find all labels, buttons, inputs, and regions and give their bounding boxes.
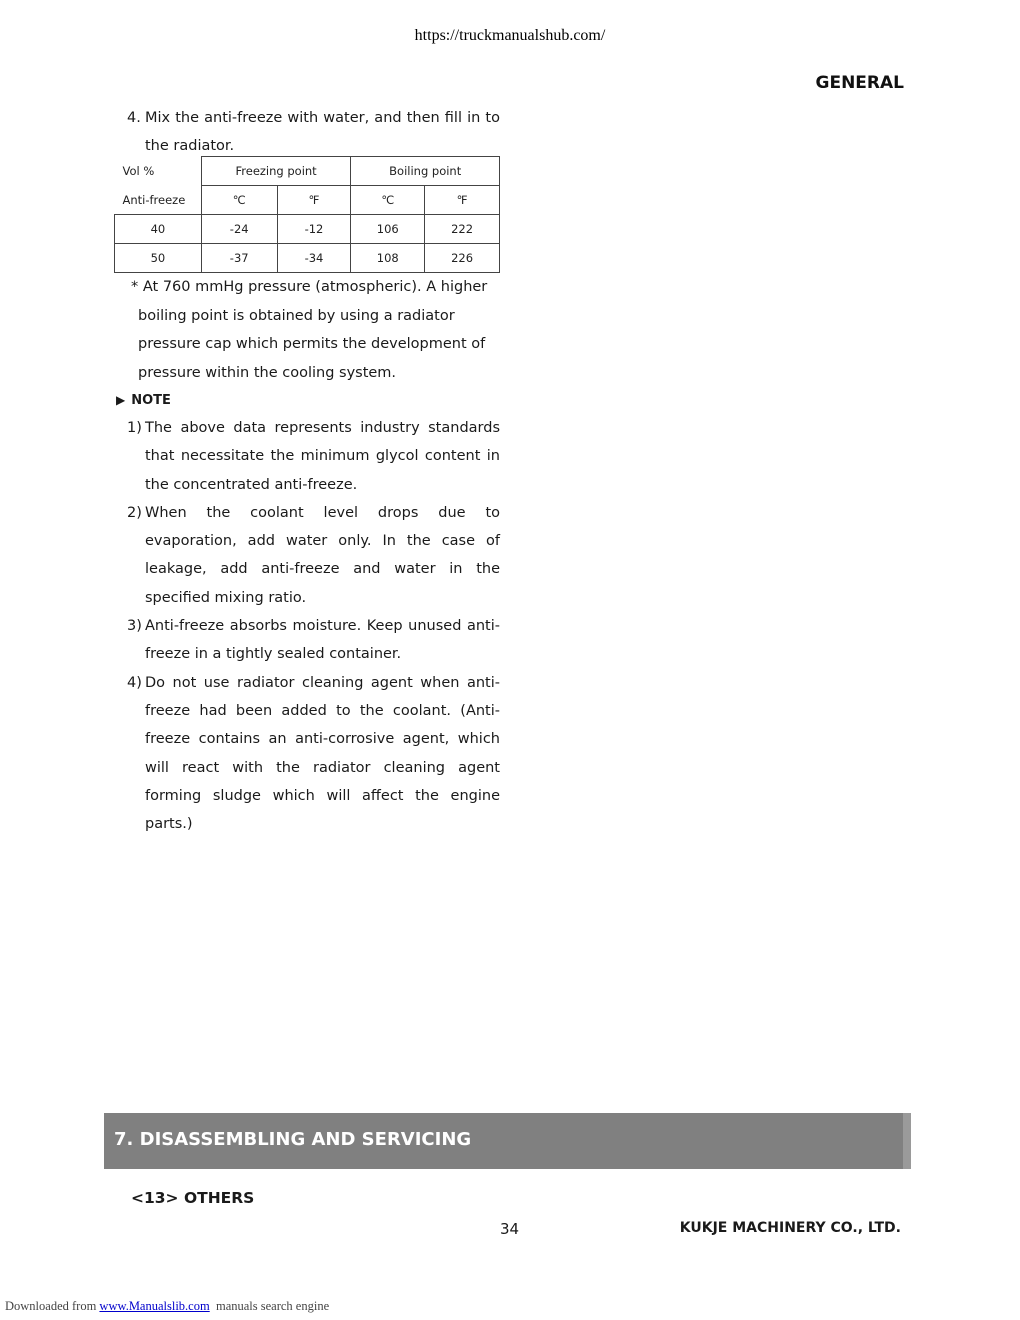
item-number: 3) [127,618,142,635]
list-item [127,414,500,499]
footnote-line: boiling point is obtained by using a radiator [138,307,455,324]
boiling-c-cell: 108 [351,244,425,273]
vol-header: Vol % [115,157,202,186]
step-4 [127,104,500,160]
footnote-line: * At 760 mmHg pressure (atmospheric). A higher [131,279,488,295]
item-text: Do not use radiator cleaning agent when anti-freeze had been added to the coolant. (Anti-freeze contains an anti-corrosive agent, which will react with the radiator cleaning agent forming sludge which will affect the engine parts.) [145,674,500,833]
boiling-f-cell: 226 [425,244,500,273]
note-heading [116,390,171,411]
download-credit [5,1299,329,1314]
manualslib-link[interactable]: www.Manualslib.com [99,1299,210,1313]
table-unit-row [115,186,500,215]
boiling-f-cell: 222 [425,215,500,244]
section-bar [104,1113,911,1169]
list-item [127,669,500,839]
footnote-line: pressure cap which permits the development of [138,336,486,352]
freezing-f-cell: -12 [277,215,351,244]
note-list [127,414,500,838]
source-url[interactable]: https://truckmanualshub.com/ [414,27,606,44]
item-number: 1) [127,420,142,436]
section-title: GENERAL [815,73,904,93]
triangle-bullet-icon: ▶ [116,393,126,407]
antifreeze-table [114,156,500,273]
freezing-c-cell: -24 [201,215,277,244]
vol-cell: 50 [115,244,202,273]
step-text: Mix the anti-freeze with water, and then fill in to the radiator. [145,110,500,154]
freezing-f-cell: -34 [277,244,351,273]
list-item [127,612,500,669]
table-header-row [115,157,500,186]
company-name: KUKJE MACHINERY CO., LTD. [679,1220,901,1236]
boiling-celsius-unit: ℃ [351,186,425,215]
download-prefix: Downloaded from [5,1299,97,1313]
boiling-c-cell: 106 [351,215,425,244]
list-item [127,499,500,612]
boiling-fahrenheit-unit: ℉ [425,186,500,215]
page-number: 34 [500,1220,520,1238]
freezing-celsius-unit: ℃ [201,186,277,215]
table-row [115,215,500,244]
freezing-c-cell: -37 [201,244,277,273]
subsection-title: <13> OTHERS [131,1189,255,1207]
download-suffix: manuals search engine [215,1299,330,1313]
freezing-point-header: Freezing point [201,157,351,186]
note-label: NOTE [131,393,171,408]
item-text: When the coolant level drops due to evaporation, add water only. In the case of leakage, add anti-freeze and water in the specified mixing ratio. [145,504,500,606]
item-number: 4) [127,674,142,691]
item-number: 2) [127,504,142,521]
section-bar-title: 7. DISASSEMBLING AND SERVICING [114,1129,472,1150]
footnote-line: pressure within the cooling system. [138,364,397,381]
vol-cell: 40 [115,215,202,244]
item-text: Anti-freeze absorbs moisture. Keep unused anti-freeze in a tightly sealed container. [145,618,500,663]
antifreeze-header: Anti-freeze [115,186,202,215]
step-number: 4. [127,110,141,126]
item-text: The above data represents industry standards that necessitate the minimum glycol content in the concentrated anti-freeze. [145,420,500,493]
boiling-point-header: Boiling point [351,157,500,186]
freezing-fahrenheit-unit: ℉ [277,186,351,215]
table-row [115,244,500,273]
pressure-footnote [131,273,501,387]
